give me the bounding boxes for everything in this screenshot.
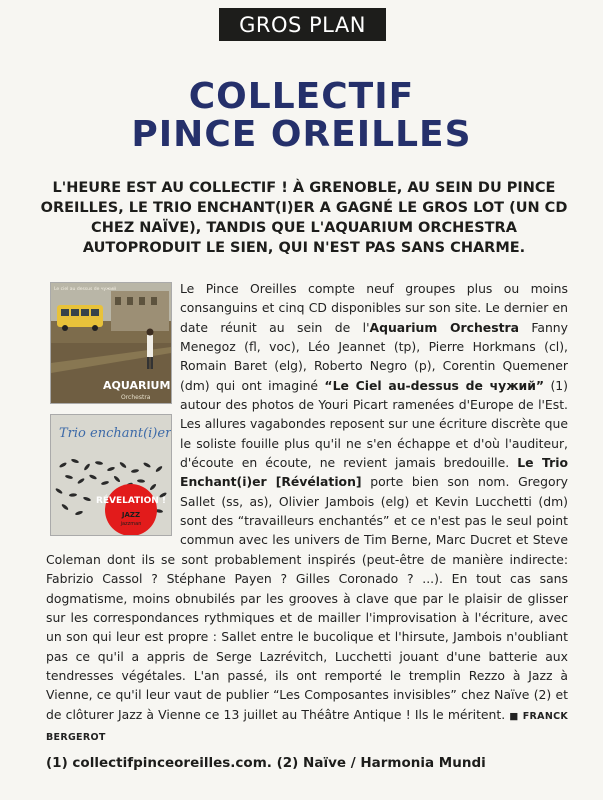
body-text-4: porte bien son nom. Gregory Sallet (ss, as), Olivier Jambois (elg) et Kevin Lucchetti (dm) sont des “travailleurs enchantés” et ce n'est pas le seul point commun avec les univers de Tim Berne, Marc Ducret et Steve Coleman dont ils se sont probablement inspirés (peut-être de manière indirecte: Fabrizio Cassol ? Stéphane Payen ? Gilles Coronado ? ...). En tout cas sans dogmatisme, moins obnubilés par les grooves à clave que par le plaisir de glisser sur les correspondances rythmiques et de mailler l'improvisation à l'écriture, avec un son qui leur est propre : Sallet entre le bucolique et l'hirsute, Jambois n'oubliant pas ce qu'il a appris de Serge Lazrévitch, Lucchetti jouant d'une batterie aux tendresses végétales. L'an passé, ils ont remporté le tremplin Rezzo à Jazz à Vienne, ce qu'il leur vaut de publier “Les Composantes invisibles” chez Naïve (2) et de clôturer Jazz à Vienne ce 13 juillet au Théâtre Antique ! Ils le méritent. [46,474,568,722]
article-title [0,78,603,154]
article-lead: L'HEURE EST AU COLLECTIF ! À GRENOBLE, AU SEIN DU PINCE OREILLES, LE TRIO ENCHANT(I)ER A GAGNÉ LE GROS LOT (UN CD CHEZ NAÏVE), TANDIS QUE L'AQUARIUM ORCHESTRA AUTOPRODUIT LE SIEN, QUI N'EST PAS SANS CHARME. [40,180,568,256]
author-signature: ■ FRANCK BERGEROT [46,710,569,743]
body-text-1: Le Pince Oreilles compte neuf groupes plus ou moins consanguins et cinq CD disponibles sur son site. Le dernier en date réunit au sein de l' [180,281,568,335]
trio-badge-sub: jazzman [120,521,142,527]
title-line-2: PINCE OREILLES [131,114,472,155]
trio-badge-brand: JAZZ [121,511,141,519]
aquarium-cover-band: AQUARIUM [103,379,171,392]
trio-badge-label: RÉVELATION ! [95,496,167,506]
article-footnote: (1) collectifpinceoreilles.com. (2) Naïve / Harmonia Mundi [46,755,486,771]
section-tag: GROS PLAN [219,8,386,41]
trio-cover-title: Trio enchant(i)er [59,426,171,441]
covers-spacer [46,279,180,549]
body-text-3: (1) autour des photos de Youri Picart ramenées d'Europe de l'Est. Les allures vagabondes reposent sur une écriture discrète que le soliste fouille plus qu'il ne s'en échappe et d'où l'auditeur, d'écoute en écoute, ne revient jamais bredouille. [180,377,568,471]
album-title-aquarium: “Le Ciel au-dessus de чужий” [324,377,545,393]
band-name-trio: Le Trio Enchant(i)er [Révélation] [180,455,568,490]
aquarium-cover-caption: Le ciel au dessus de чужий [54,287,117,292]
title-line-1: COLLECTIF [188,76,415,117]
aquarium-cover-sub: Orchestra [121,394,151,401]
band-name-aquarium: Aquarium Orchestra [369,319,519,335]
article-body [46,279,568,747]
body-text-2: Fanny Menegoz (fl, voc), Léo Jeannet (tp), Pierre Horkmans (cl), Romain Baret (elg), Roberto Negro (p), Corentin Quemener (dm) qui ont imaginé [180,319,568,393]
